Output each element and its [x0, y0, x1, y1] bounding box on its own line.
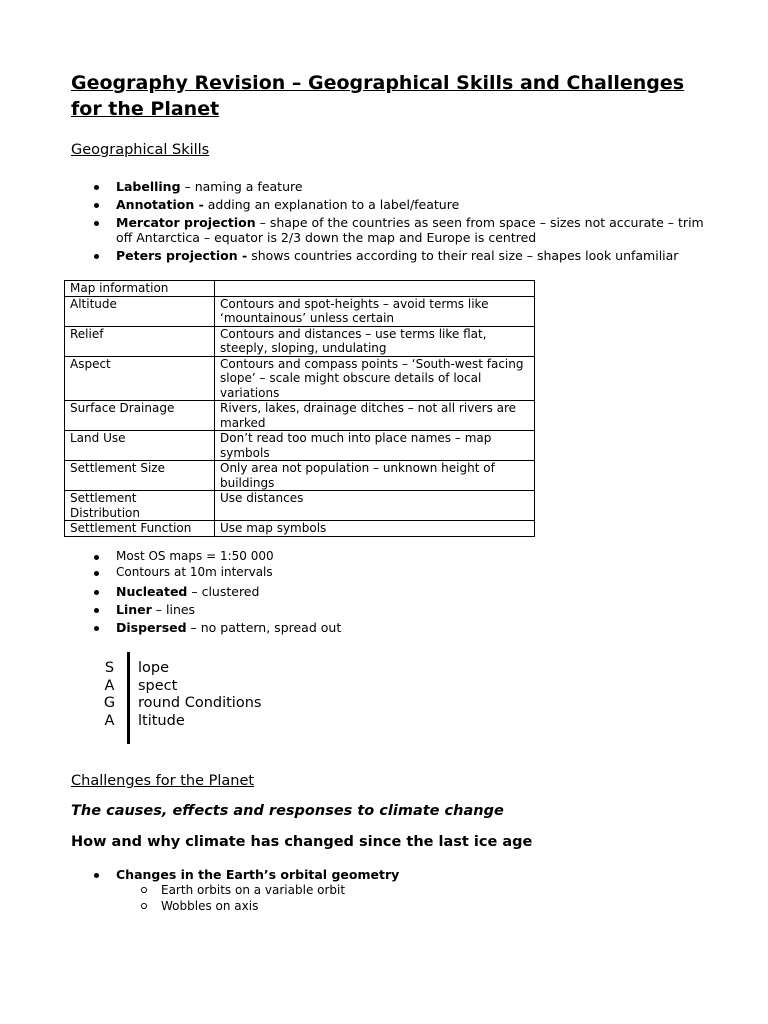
- saga-row: [96, 713, 261, 731]
- skills-bullet-list: [71, 179, 711, 266]
- map-facts-bullet-list: [71, 549, 671, 638]
- bullet-text: – shape of the countries as seen from space – sizes not accurate – trim off Antarctica – equator is 2/3 down the map and Europe is centred: [116, 215, 704, 245]
- table-row: [65, 521, 535, 537]
- list-item: [71, 584, 671, 599]
- sub-list-item: Earth orbits on a variable orbit: [71, 882, 671, 898]
- section-heading-geographical-skills: Geographical Skills: [71, 142, 210, 158]
- bullet-text: shows countries according to their real size – shapes look unfamiliar: [247, 248, 679, 263]
- table-row: [65, 401, 535, 431]
- saga-word: lope: [138, 660, 170, 676]
- table-cell: Only area not population – unknown height of buildings: [215, 461, 535, 491]
- map-information-table: [64, 280, 535, 537]
- bullet-term: Nucleated: [116, 584, 188, 599]
- list-item: [71, 179, 711, 194]
- list-item: [71, 197, 711, 212]
- table-cell: Relief: [65, 326, 215, 356]
- table-header-cell: Map information: [65, 281, 215, 297]
- table-cell: Surface Drainage: [65, 401, 215, 431]
- saga-word: spect: [138, 677, 178, 694]
- bullet-term: Changes in the Earth’s orbital geometry: [116, 867, 400, 882]
- table-cell: Settlement Distribution: [65, 491, 215, 521]
- saga-mnemonic: [96, 660, 261, 730]
- bullet-text: – clustered: [187, 584, 260, 599]
- table-row: [65, 296, 535, 326]
- list-item: [71, 867, 671, 914]
- saga-word: ltitude: [138, 712, 185, 729]
- table-cell: Use map symbols: [215, 521, 535, 537]
- subheading-climate-history: How and why climate has changed since the last ice age: [71, 834, 533, 850]
- list-item: [71, 565, 671, 580]
- bullet-term: Peters projection -: [116, 248, 248, 263]
- table-cell: Aspect: [65, 356, 215, 401]
- table-row: [65, 326, 535, 356]
- table-row: [65, 461, 535, 491]
- list-item: [71, 620, 671, 635]
- table-cell: Use distances: [215, 491, 535, 521]
- climate-bullet-list: [71, 867, 671, 914]
- list-item: [71, 602, 671, 617]
- table-cell: Settlement Size: [65, 461, 215, 491]
- bullet-term: Labelling: [116, 179, 181, 194]
- bullet-text: – lines: [151, 602, 196, 617]
- table-row: [65, 356, 535, 401]
- saga-row: [96, 678, 261, 696]
- saga-row: [96, 695, 261, 713]
- subheading-climate-change: The causes, effects and responses to climate change: [71, 803, 504, 819]
- bullet-term: Mercator projection: [116, 215, 256, 230]
- table-cell: Settlement Function: [65, 521, 215, 537]
- bullet-text: Most OS maps = 1:50 000: [116, 549, 274, 563]
- bullet-text: adding an explanation to a label/feature: [203, 197, 460, 212]
- climate-sub-list: [71, 882, 671, 914]
- page-title: Geography Revision – Geographical Skills and Challenges for the Planet: [71, 72, 685, 120]
- saga-letter: S: [104, 660, 115, 676]
- saga-letter: A: [104, 677, 115, 694]
- table-cell: Land Use: [65, 431, 215, 461]
- list-item: [71, 549, 671, 564]
- saga-row: [96, 660, 261, 678]
- table-cell: Altitude: [65, 296, 215, 326]
- table-cell: Contours and spot-heights – avoid terms like ‘mountainous’ unless certain: [215, 296, 535, 326]
- table-header-cell: [215, 281, 535, 297]
- bullet-text: Contours at 10m intervals: [116, 565, 273, 579]
- saga-letter: G: [103, 695, 116, 711]
- section-heading-challenges: Challenges for the Planet: [71, 773, 255, 789]
- table-header-row: [65, 281, 535, 297]
- table-cell: Rivers, lakes, drainage ditches – not all rivers are marked: [215, 401, 535, 431]
- bullet-term: Dispersed: [116, 620, 187, 635]
- table-cell: Contours and compass points – ‘South-west facing slope’ – scale might obscure details of local variations: [215, 356, 535, 401]
- saga-letter: A: [104, 712, 115, 729]
- bullet-text: – no pattern, spread out: [186, 620, 342, 635]
- saga-word: round Conditions: [138, 695, 262, 711]
- bullet-text: – naming a feature: [180, 179, 303, 194]
- table-row: [65, 491, 535, 521]
- table-cell: Contours and distances – use terms like flat, steeply, sloping, undulating: [215, 326, 535, 356]
- bullet-term: Annotation -: [116, 197, 204, 212]
- bullet-term: Liner: [116, 602, 152, 617]
- table-cell: Don’t read too much into place names – map symbols: [215, 431, 535, 461]
- sub-list-item: Wobbles on axis: [71, 898, 671, 914]
- list-item: [71, 215, 711, 245]
- list-item: [71, 248, 711, 263]
- table-row: [65, 431, 535, 461]
